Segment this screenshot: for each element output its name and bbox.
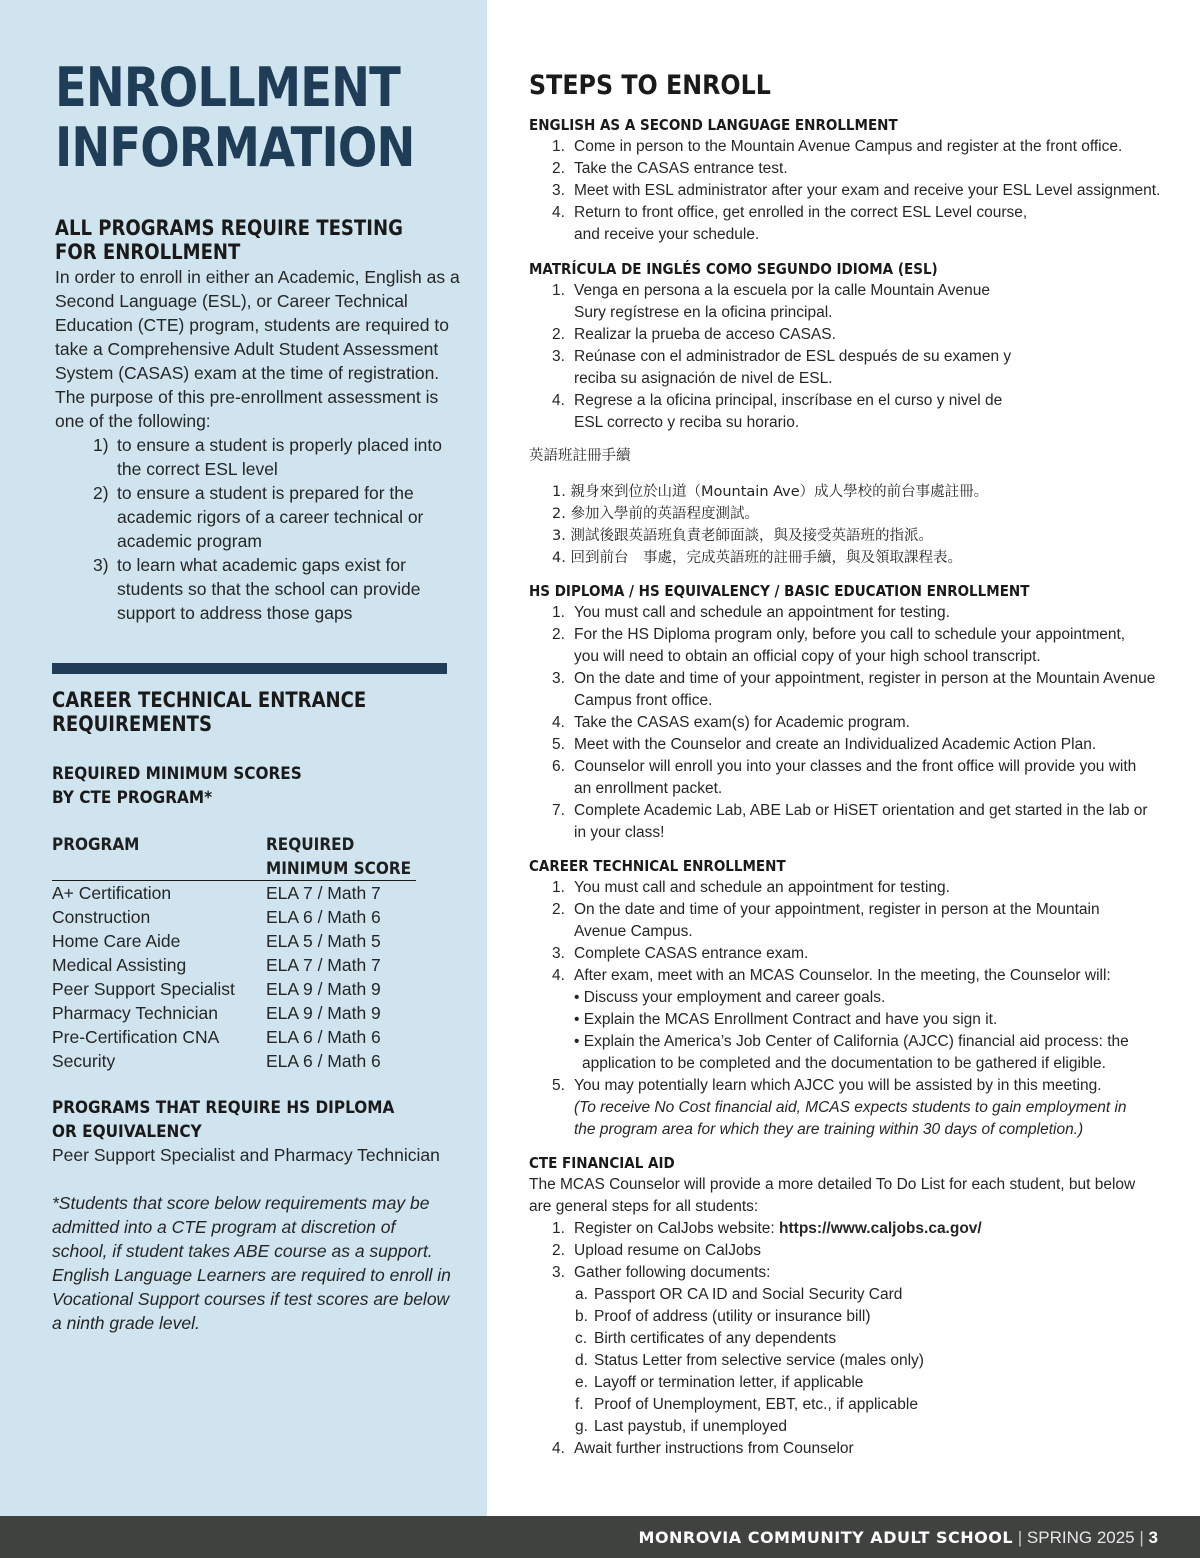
list-item xyxy=(529,136,1169,158)
financial-aid-heading: CTE FINANCIAL AID xyxy=(529,1154,675,1172)
cte-enrollment-heading: CAREER TECHNICAL ENROLLMENT xyxy=(529,857,786,875)
list-item xyxy=(529,503,1169,525)
step-text: Reúnase con el administrador de ESL después de su examen y xyxy=(574,348,1012,365)
score-cell: ELA 6 / Math 6 xyxy=(266,1027,381,1047)
testing-heading-line1: ALL PROGRAMS REQUIRE TESTING xyxy=(55,216,403,240)
list-item xyxy=(529,1394,1169,1416)
step-text-cont: Avenue Campus. xyxy=(574,923,693,940)
step-number: 1. xyxy=(552,138,565,155)
table-row xyxy=(52,905,422,929)
program-cell: Peer Support Specialist xyxy=(52,979,235,999)
scores-heading-line2: BY CTE PROGRAM* xyxy=(52,788,213,808)
step-text: You must call and schedule an appointment for testing. xyxy=(574,879,950,896)
step-number: 1. xyxy=(552,282,565,299)
hs-heading-line2: OR EQUIVALENCY xyxy=(52,1122,202,1142)
step-number: 4. xyxy=(552,204,565,221)
step-number: 5. xyxy=(552,1077,565,1094)
doc-letter: g. xyxy=(575,1418,588,1435)
program-cell: Medical Assisting xyxy=(52,955,187,975)
testing-section xyxy=(55,265,465,625)
financial-aid-steps-list-cont xyxy=(529,1438,1169,1460)
table-row xyxy=(52,1049,422,1073)
list-item xyxy=(529,180,1169,202)
footer-school-name: MONROVIA COMMUNITY ADULT SCHOOL xyxy=(638,1528,1014,1547)
step-number: 2. xyxy=(552,160,565,177)
cte-scores-table xyxy=(52,833,422,1073)
step-number: 2. xyxy=(552,506,566,522)
list-item xyxy=(529,547,1169,569)
scores-footnote: *Students that score below requirements may be admitted into a CTE program at discretion of school, if student takes ABE course as a support. English Language Learners are required to enroll in Vocational Support courses if test scores are below a ninth grade level. xyxy=(52,1193,451,1333)
step-text-cont: Campus front office. xyxy=(574,692,713,709)
reason-item xyxy=(55,481,465,553)
step-number: 1. xyxy=(552,1220,565,1237)
step-text-cont: an enrollment packet. xyxy=(574,780,723,797)
column-header-score-line2: MINIMUM SCORE xyxy=(266,859,412,879)
hs-steps-list xyxy=(529,602,1169,844)
bullet-item: • Discuss your employment and career goals. xyxy=(574,989,886,1006)
page-title-line2: INFORMATION xyxy=(55,116,415,179)
step-number: 3. xyxy=(552,348,565,365)
list-item xyxy=(529,346,1169,390)
esl-spanish-steps-list xyxy=(529,280,1169,434)
list-item xyxy=(529,1328,1169,1350)
step-text: 回到前台 事處，完成英語班的註冊手續，與及領取課程表。 xyxy=(570,550,962,566)
hs-diploma-programs-text: Peer Support Specialist and Pharmacy Technician xyxy=(52,1145,440,1165)
testing-intro: In order to enroll in either an Academic, English as a Second Language (ESL), or Career Technical Education (CTE) program, students are required to take a Comprehensive Adult Student Assessment System (CASAS) exam at the time of registration. The purpose of this pre-enrollment assessment is one of the following: xyxy=(55,267,460,431)
step-number: 4. xyxy=(552,550,566,566)
step-text: On the date and time of your appointment, register in person at the Mountain Avenue xyxy=(574,670,1156,687)
reasons-list xyxy=(55,433,465,625)
esl-spanish-section xyxy=(529,258,1169,434)
reason-number: 3) xyxy=(93,555,109,575)
cte-financial-aid-section xyxy=(529,1152,1169,1460)
doc-text: Proof of Unemployment, EBT, etc., if applicable xyxy=(594,1396,918,1413)
financial-aid-steps-list xyxy=(529,1218,1169,1284)
list-item xyxy=(529,158,1169,180)
list-item xyxy=(529,481,1169,503)
list-item xyxy=(529,525,1169,547)
step-text-cont: and receive your schedule. xyxy=(574,226,760,243)
hs-diploma-programs-heading xyxy=(52,1096,394,1144)
doc-letter: e. xyxy=(575,1374,588,1391)
list-item xyxy=(529,800,1169,844)
section-divider xyxy=(52,663,447,674)
intro-line2: are general steps for all students: xyxy=(529,1198,759,1215)
step-number: 5. xyxy=(552,736,565,753)
hs-heading-line1: PROGRAMS THAT REQUIRE HS DIPLOMA xyxy=(52,1098,395,1118)
bullet-item: • Explain the MCAS Enrollment Contract and have you sign it. xyxy=(574,1011,998,1028)
step-text: For the HS Diploma program only, before you call to schedule your appointment, xyxy=(574,626,1126,643)
list-item xyxy=(529,1262,1169,1284)
step-number: 3. xyxy=(552,182,565,199)
list-item xyxy=(529,712,1169,734)
score-cell: ELA 9 / Math 9 xyxy=(266,1003,381,1023)
step-number: 3. xyxy=(552,1264,565,1281)
step-text: 測試後跟英語班負責老師面談，與及接受英語班的指派。 xyxy=(570,528,933,544)
score-cell: ELA 6 / Math 6 xyxy=(266,907,381,927)
financial-aid-note-cont: the program area for which they are training within 30 days of completion.) xyxy=(574,1121,1084,1138)
scores-heading-line1: REQUIRED MINIMUM SCORES xyxy=(52,764,302,784)
reason-text: to ensure a student is prepared for the academic rigors of a career technical or academic program xyxy=(117,483,424,551)
esl-heading: ENGLISH AS A SECOND LANGUAGE ENROLLMENT xyxy=(529,116,898,134)
step-text: Venga en persona a la escuela por la calle Mountain Avenue xyxy=(574,282,990,299)
step-number: 2. xyxy=(552,626,565,643)
reason-text: to ensure a student is properly placed into the correct ESL level xyxy=(117,435,442,479)
step-number: 4. xyxy=(552,1440,565,1457)
program-cell: Home Care Aide xyxy=(52,931,181,951)
step-number: 1. xyxy=(552,484,566,500)
score-cell: ELA 5 / Math 5 xyxy=(266,931,381,951)
step-text: You may potentially learn which AJCC you will be assisted by in this meeting. xyxy=(574,1077,1102,1094)
doc-text: Last paystub, if unemployed xyxy=(594,1418,788,1435)
page-title-line1: ENROLLMENT xyxy=(55,56,400,119)
doc-text: Birth certificates of any dependents xyxy=(594,1330,837,1347)
step-number: 4. xyxy=(552,714,565,731)
program-cell: Pharmacy Technician xyxy=(52,1003,219,1023)
page-footer xyxy=(0,1516,1200,1558)
table-row xyxy=(52,881,422,905)
doc-text: Layoff or termination letter, if applicable xyxy=(594,1374,864,1391)
bullet-item: • Explain the America’s Job Center of California (AJCC) financial aid process: the xyxy=(574,1033,1129,1050)
step-number: 3. xyxy=(552,670,565,687)
list-item xyxy=(529,1350,1169,1372)
column-header-score-line1: REQUIRED xyxy=(266,835,355,855)
list-item xyxy=(529,877,1169,899)
list-item xyxy=(529,734,1169,756)
step-text: On the date and time of your appointment, register in person at the Mountain xyxy=(574,901,1100,918)
doc-letter: c. xyxy=(575,1330,588,1347)
table-row xyxy=(52,929,422,953)
footer-separator: | xyxy=(1134,1528,1149,1547)
doc-text: Passport OR CA ID and Social Security Card xyxy=(594,1286,903,1303)
step-number: 4. xyxy=(552,392,565,409)
table-row xyxy=(52,977,422,1001)
minimum-scores-heading xyxy=(52,762,302,810)
step-text: Counselor will enroll you into your classes and the front office will provide you with xyxy=(574,758,1137,775)
step-text: Register on CalJobs website: xyxy=(574,1220,780,1237)
esl-spanish-heading: MATRÍCULA DE INGLÉS COMO SEGUNDO IDIOMA (ESL) xyxy=(529,260,938,278)
step-number: 1. xyxy=(552,879,565,896)
list-item xyxy=(529,1218,1169,1240)
step-text: 參加入學前的英語程度測試。 xyxy=(570,506,759,522)
doc-text: Proof of address (utility or insurance bill) xyxy=(594,1308,871,1325)
cte-heading-line2: REQUIREMENTS xyxy=(52,712,212,736)
step-number: 3. xyxy=(552,945,565,962)
table-row xyxy=(52,1025,422,1049)
step-number: 7. xyxy=(552,802,565,819)
list-item xyxy=(529,899,1169,943)
program-cell: Security xyxy=(52,1051,116,1071)
table-row xyxy=(52,1001,422,1025)
testing-heading xyxy=(55,216,403,264)
financial-aid-intro xyxy=(529,1174,1169,1218)
list-item xyxy=(529,1240,1169,1262)
bullet-item-cont: application to be completed and the documentation to be gathered if eligible. xyxy=(582,1055,1106,1072)
step-number: 6. xyxy=(552,758,565,775)
career-technical-enrollment-section xyxy=(529,855,1169,1141)
step-text: Regrese a la oficina principal, inscríbase en el curso y nivel de xyxy=(574,392,1003,409)
doc-letter: f. xyxy=(575,1396,584,1413)
cte-heading-line1: CAREER TECHNICAL ENTRANCE xyxy=(52,688,367,712)
list-item xyxy=(529,202,1169,246)
step-text: 親身來到位於山道（Mountain Ave）成人學校的前台事處註冊。 xyxy=(570,484,989,500)
program-cell: Pre-Certification CNA xyxy=(52,1027,220,1047)
step-text: Take the CASAS exam(s) for Academic program. xyxy=(574,714,910,731)
intro-line1: The MCAS Counselor will provide a more detailed To Do List for each student, but below xyxy=(529,1176,1136,1193)
list-item xyxy=(529,624,1169,668)
reason-text: to learn what academic gaps exist for students so that the school can provide support to address those gaps xyxy=(117,555,421,623)
step-number: 1. xyxy=(552,604,565,621)
step-number: 3. xyxy=(552,528,566,544)
steps-title: STEPS TO ENROLL xyxy=(529,70,771,101)
step-text: Meet with ESL administrator after your exam and receive your ESL Level assignment. xyxy=(574,182,1161,199)
step-text-cont: in your class! xyxy=(574,824,665,841)
page-number: 3 xyxy=(1148,1528,1158,1547)
score-cell: ELA 7 / Math 7 xyxy=(266,955,381,975)
list-item xyxy=(529,943,1169,965)
cte-requirements-heading xyxy=(52,688,366,736)
page-title xyxy=(55,58,416,178)
program-cell: A+ Certification xyxy=(52,883,172,903)
step-number: 2. xyxy=(552,326,565,343)
hs-diploma-enrollment-section xyxy=(529,580,1169,844)
list-item xyxy=(529,1284,1169,1306)
footer-separator: | xyxy=(1013,1528,1027,1547)
step-text: Await further instructions from Counselor xyxy=(574,1440,854,1457)
doc-letter: d. xyxy=(575,1352,588,1369)
esl-enrollment-section xyxy=(529,114,1169,246)
footer-text xyxy=(639,1527,1158,1549)
step-text-cont: Sury regístrese en la oficina principal. xyxy=(574,304,833,321)
hs-enrollment-heading: HS DIPLOMA / HS EQUIVALENCY / BASIC EDUCATION ENROLLMENT xyxy=(529,582,1030,600)
cte-steps-list xyxy=(529,877,1169,1141)
list-item xyxy=(529,602,1169,624)
reason-number: 2) xyxy=(93,483,109,503)
list-item xyxy=(529,324,1169,346)
table-row xyxy=(52,953,422,977)
step-number: 2. xyxy=(552,1242,565,1259)
column-header-score xyxy=(266,833,411,881)
doc-letter: b. xyxy=(575,1308,588,1325)
documents-list xyxy=(529,1284,1169,1438)
esl-chinese-heading: 英語班註冊手續 xyxy=(529,448,631,464)
list-item xyxy=(529,280,1169,324)
list-item xyxy=(529,668,1169,712)
step-text: Return to front office, get enrolled in the correct ESL Level course, xyxy=(574,204,1028,221)
step-text: Meet with the Counselor and create an Individualized Academic Action Plan. xyxy=(574,736,1097,753)
esl-steps-list xyxy=(529,136,1169,246)
step-text: Complete Academic Lab, ABE Lab or HiSET orientation and get started in the lab or xyxy=(574,802,1148,819)
caljobs-link[interactable]: https://www.caljobs.ca.gov/ xyxy=(779,1220,982,1237)
testing-heading-line2: FOR ENROLLMENT xyxy=(55,240,241,264)
reason-item xyxy=(55,553,465,625)
footer-term: SPRING 2025 xyxy=(1026,1528,1135,1547)
step-text: After exam, meet with an MCAS Counselor. In the meeting, the Counselor will: xyxy=(574,967,1111,984)
score-cell: ELA 7 / Math 7 xyxy=(266,883,381,903)
step-text: Upload resume on CalJobs xyxy=(574,1242,761,1259)
esl-chinese-steps-list xyxy=(529,481,1169,569)
reason-number: 1) xyxy=(93,435,109,455)
list-item xyxy=(529,390,1169,434)
list-item xyxy=(529,1075,1169,1141)
step-text-cont: you will need to obtain an official copy of your high school transcript. xyxy=(574,648,1041,665)
step-text: Come in person to the Mountain Avenue Campus and register at the front office. xyxy=(574,138,1123,155)
step-text: Take the CASAS entrance test. xyxy=(574,160,788,177)
list-item xyxy=(529,965,1169,1075)
step-text: You must call and schedule an appointment for testing. xyxy=(574,604,950,621)
step-number: 4. xyxy=(552,967,565,984)
list-item xyxy=(529,1372,1169,1394)
step-text-cont: ESL correcto y reciba su horario. xyxy=(574,414,800,431)
step-text: Gather following documents: xyxy=(574,1264,771,1281)
step-text: Realizar la prueba de acceso CASAS. xyxy=(574,326,836,343)
table-header-row xyxy=(52,833,416,881)
list-item xyxy=(529,1438,1169,1460)
list-item xyxy=(529,756,1169,800)
esl-chinese-section xyxy=(529,445,1169,569)
score-cell: ELA 9 / Math 9 xyxy=(266,979,381,999)
program-cell: Construction xyxy=(52,907,151,927)
column-header-program: PROGRAM xyxy=(52,835,140,855)
financial-aid-note: (To receive No Cost financial aid, MCAS expects students to gain employment in xyxy=(574,1099,1127,1116)
step-number: 2. xyxy=(552,901,565,918)
step-text: Complete CASAS entrance exam. xyxy=(574,945,809,962)
score-cell: ELA 6 / Math 6 xyxy=(266,1051,381,1071)
list-item xyxy=(529,1306,1169,1328)
list-item xyxy=(529,1416,1169,1438)
doc-letter: a. xyxy=(575,1286,588,1303)
reason-item xyxy=(55,433,465,481)
step-text-cont: reciba su asignación de nivel de ESL. xyxy=(574,370,833,387)
doc-text: Status Letter from selective service (males only) xyxy=(594,1352,924,1369)
